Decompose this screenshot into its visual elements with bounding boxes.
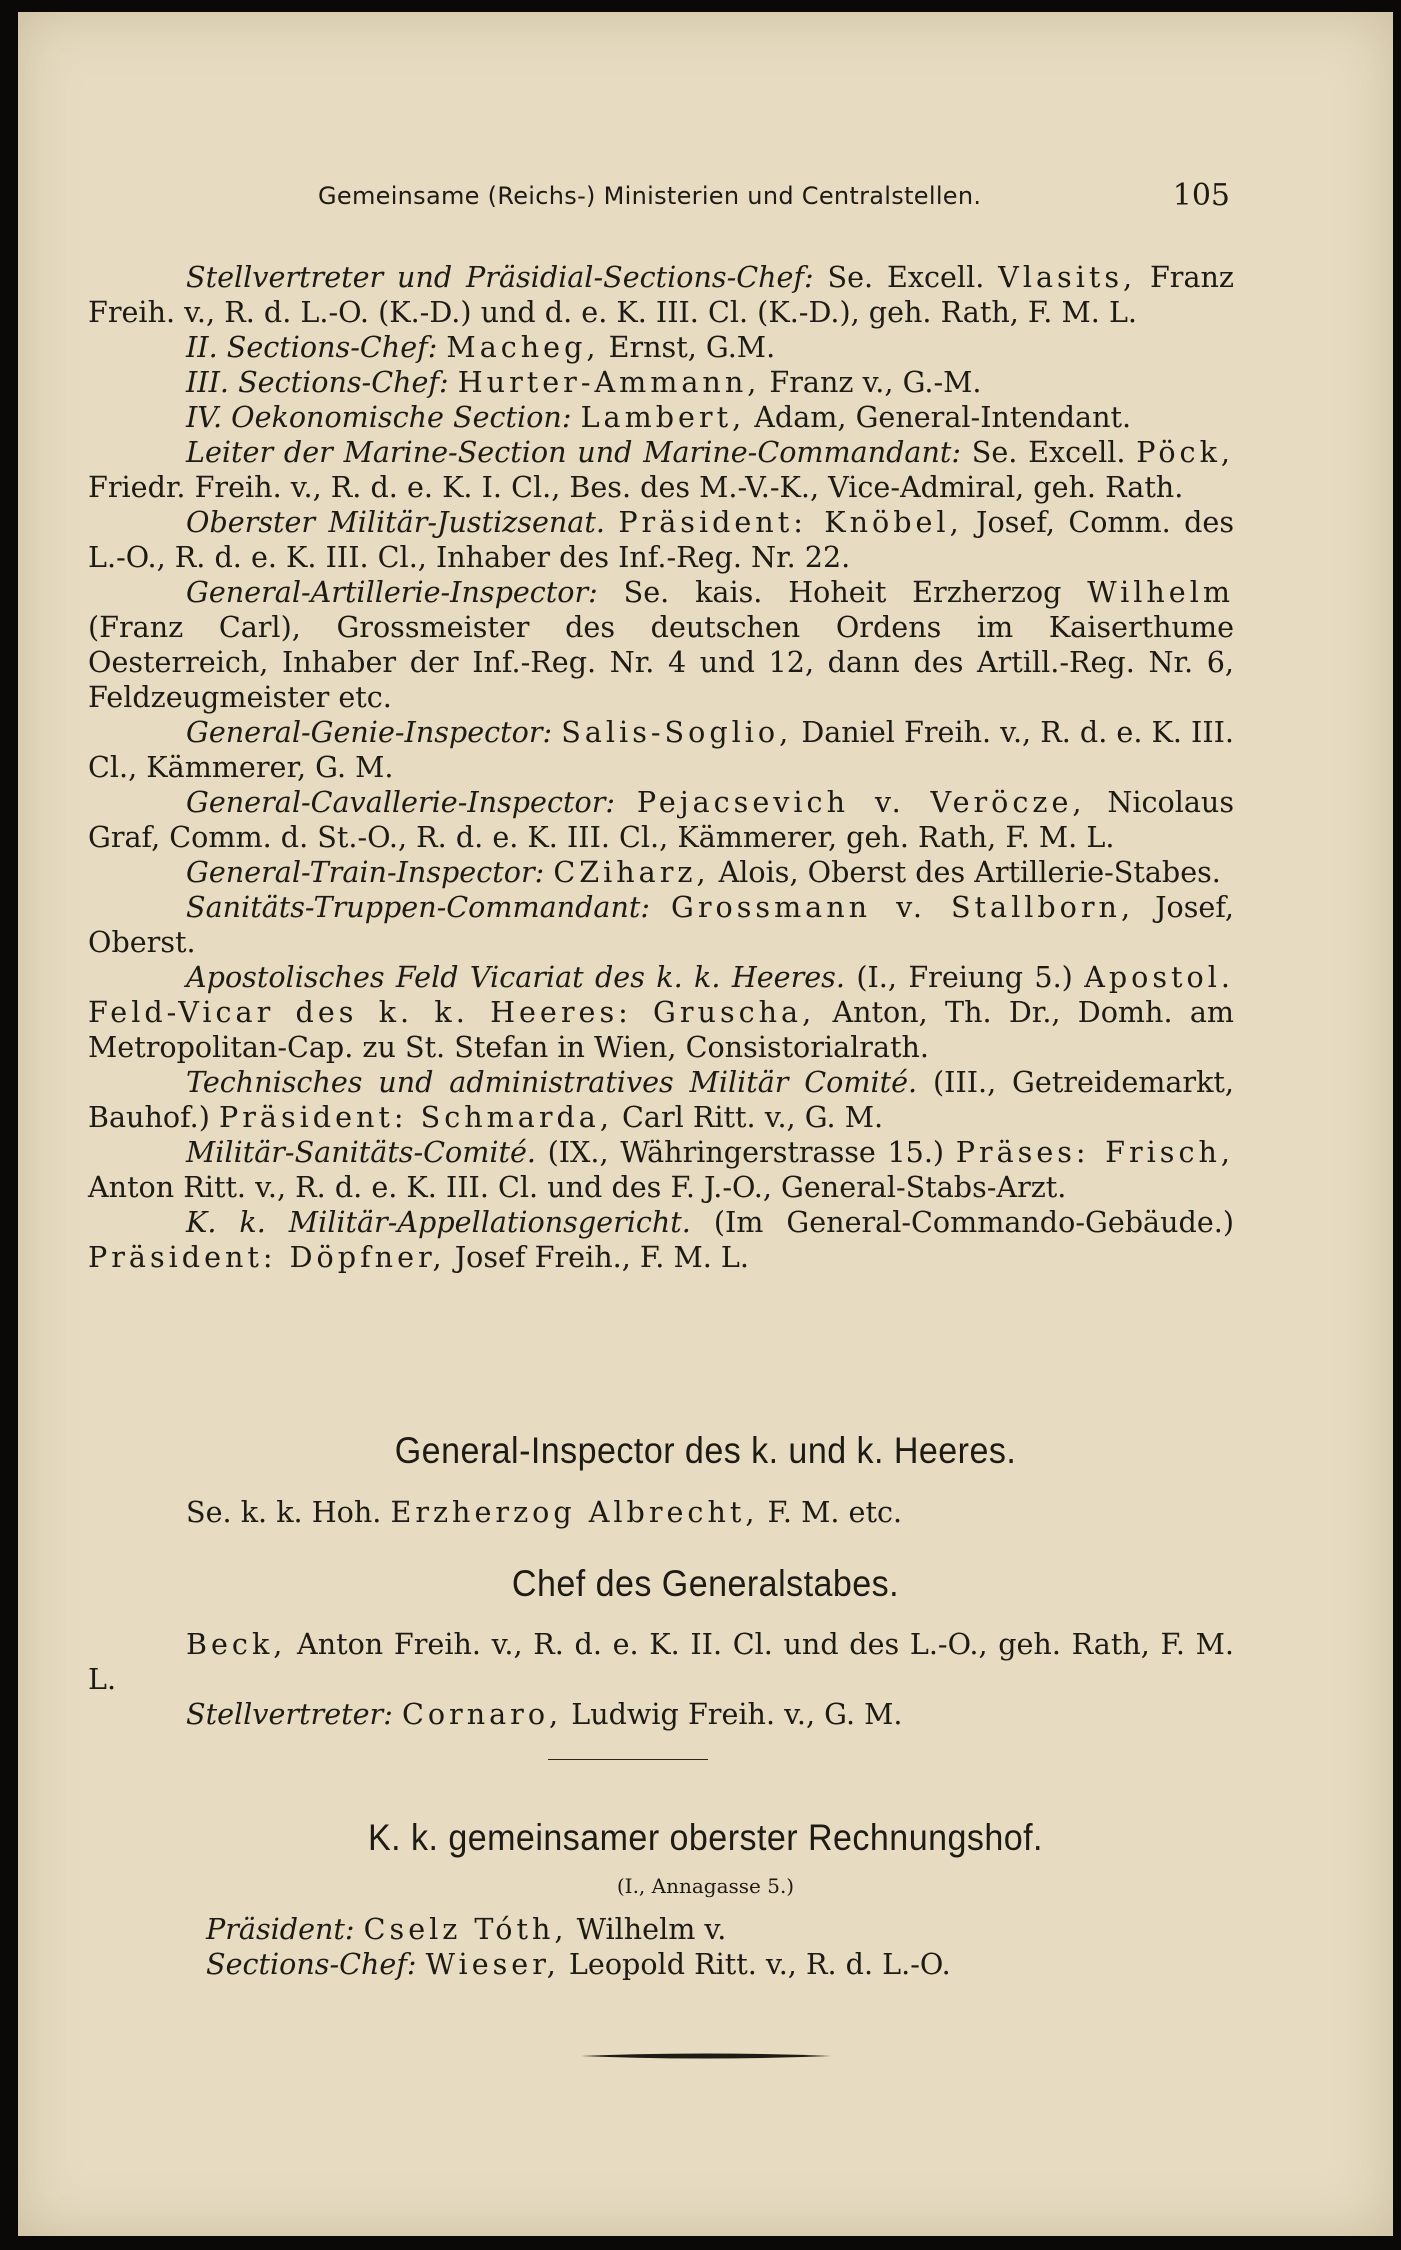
- chief-of-staff-block: [88, 1627, 1234, 1732]
- entry: General-Artillerie-Inspector: Se. kais. Hoheit Erzherzog Wilhelm (Franz Carl), Grossmeister des deutschen Ordens im Kaiserthume Oesterreich, Inhaber der Inf.-Reg. Nr. 4 und 12, dann des Artill.-Reg. Nr. 6, Feldzeugmeister etc.: [88, 575, 1234, 714]
- scanned-page: [18, 12, 1393, 2236]
- entry: Apostolisches Feld Vicariat des k. k. Heeres. (I., Freiung 5.) Apostol. Feld-Vicar des k. k. Heeres: Gruscha, Anton, Th. Dr., Domh. am Metropolitan-Cap. zu St. Stefan in Wien, Consistorialrath.: [88, 960, 1234, 1064]
- entry: Technisches und administratives Militär Comité. (III., Getreidemarkt, Bauhof.) Präsident: Schmarda, Carl Ritt. v., G. M.: [88, 1065, 1235, 1134]
- entry: Sanitäts-Truppen-Commandant: Grossmann v. Stallborn, Josef, Oberst.: [88, 890, 1235, 959]
- section-heading-general-inspector: General-Inspector des k. und k. Heeres.: [394, 1430, 1017, 1471]
- entry: Se. k. k. Hoh. Erzherzog Albrecht, F. M. etc.: [186, 1495, 903, 1529]
- audit-office-block: [88, 1912, 1234, 1982]
- end-ornament: [581, 2052, 831, 2060]
- entry: Beck, Anton Freih. v., R. d. e. K. II. Cl. und des L.-O., geh. Rath, F. M. L.: [88, 1627, 1234, 1696]
- entry: II. Sections-Chef: Macheg, Ernst, G.M.: [186, 330, 776, 364]
- entry: Stellvertreter und Präsidial-Sections-Chef: Se. Excell. Vlasits, Franz Freih. v., R. d. L.-O. (K.-D.) und d. e. K. III. Cl. (K.-D.), geh. Rath, F. M. L.: [88, 260, 1234, 329]
- entry: General-Genie-Inspector: Salis-Soglio, Daniel Freih. v., R. d. e. K. III. Cl., Kämmerer, G. M.: [88, 715, 1235, 784]
- page-number: 105: [1172, 178, 1230, 213]
- entry: III. Sections-Chef: Hurter-Ammann, Franz v., G.-M.: [186, 365, 982, 399]
- entry: General-Cavallerie-Inspector: Pejacsevich v. Veröcze, Nicolaus Graf, Comm. d. St.-O., R. d. e. K. III. Cl., Kämmerer, geh. Rath, F. M. L.: [88, 785, 1234, 854]
- address-line: (I., Annagasse 5.): [616, 1874, 795, 1898]
- section-heading-audit-office: K. k. gemeinsamer oberster Rechnungshof.: [368, 1817, 1043, 1858]
- running-header: Gemeinsame (Reichs-) Ministerien und Centralstellen.: [318, 182, 982, 210]
- section-heading-chief-of-staff: Chef des Generalstabes.: [511, 1563, 900, 1604]
- entry: Stellvertreter: Cornaro, Ludwig Freih. v., G. M.: [186, 1697, 903, 1731]
- entry: General-Train-Inspector: CZiharz, Alois, Oberst des Artillerie-Stabes.: [186, 855, 1221, 889]
- entry: Leiter der Marine-Section und Marine-Commandant: Se. Excell. Pöck, Friedr. Freih. v., R. d. e. K. I. Cl., Bes. des M.-V.-K., Vice-Admiral, geh. Rath.: [88, 435, 1234, 504]
- section-divider: [548, 1759, 708, 1760]
- entry: Oberster Militär-Justizsenat. Präsident: Knöbel, Josef, Comm. des L.-O., R. d. e. K. III. Cl., Inhaber des Inf.-Reg. Nr. 22.: [88, 505, 1234, 574]
- entry: Militär-Sanitäts-Comité. (IX., Währingerstrasse 15.) Präses: Frisch, Anton Ritt. v., R. d. e. K. III. Cl. und des F. J.-O., General-Stabs-Arzt.: [88, 1135, 1234, 1204]
- entry: Sections-Chef: Wieser, Leopold Ritt. v., R. d. L.-O.: [206, 1947, 951, 1981]
- entry: IV. Oekonomische Section: Lambert, Adam, General-Intendant.: [186, 400, 1132, 434]
- ministry-entries: [88, 260, 1234, 1275]
- entry: Präsident: Cselz Tóth, Wilhelm v.: [206, 1912, 727, 1946]
- entry: K. k. Militär-Appellationsgericht. (Im General-Commando-Gebäude.) Präsident: Döpfner, Josef Freih., F. M. L.: [88, 1205, 1234, 1274]
- general-inspector-block: [88, 1495, 1234, 1530]
